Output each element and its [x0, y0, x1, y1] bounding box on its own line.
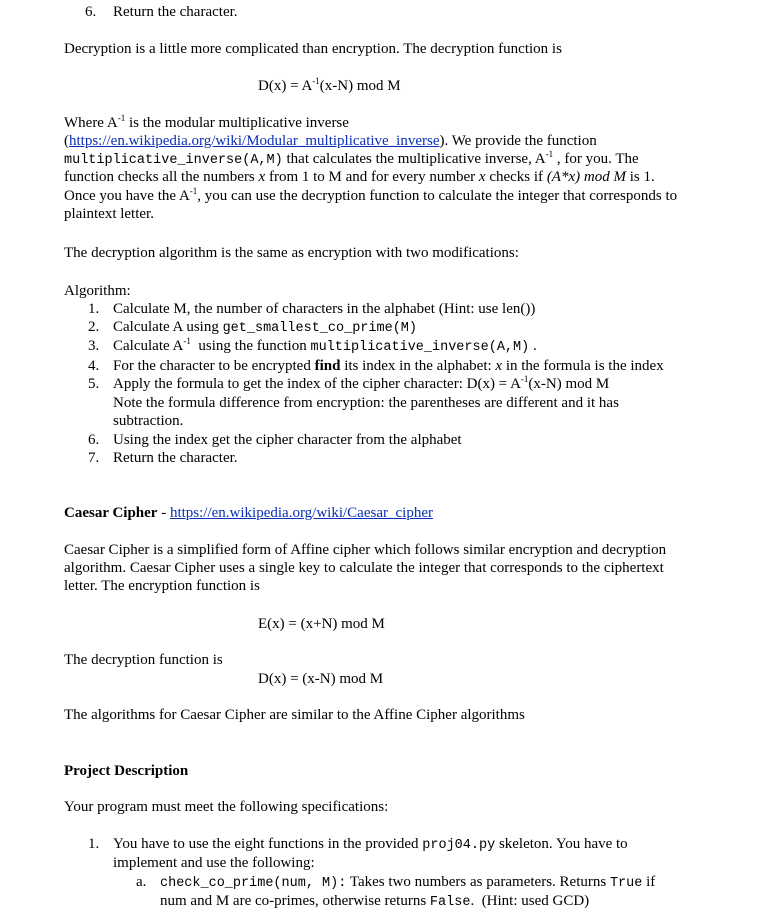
algorithm-heading: Algorithm: — [64, 283, 131, 299]
project-subitem-a-line-1: check_co_prime(num, M): Takes two numbers as parameters. Returns True if — [160, 874, 656, 891]
algo-step-6-number: 6. — [88, 432, 100, 448]
caesar-decrypt-formula: D(x) = (x-N) mod M — [258, 671, 384, 687]
caesar-para-line-3: letter. The encryption function is — [64, 578, 260, 594]
where-line-4: function checks all the numbers x from 1 to M and for every number x checks if (A*x) mod M is 1. — [64, 169, 655, 185]
caesar-heading: Caesar Cipher - https://en.wikipedia.org/wiki/Caesar_cipher — [64, 505, 433, 521]
algo-note-line-2: subtraction. — [113, 413, 184, 429]
project-heading: Project Description — [64, 763, 189, 779]
algo-step-3-text: Calculate $A^{-1}$ using the function multiplicative_inverse(A,M) . — [113, 336, 537, 355]
algo-step-4-number: 4. — [88, 358, 100, 374]
algo-step-7-text: Return the character. — [113, 450, 238, 466]
project-subitem-a-line-2: num and M are co-primes, otherwise returns False. (Hint: used GCD) — [160, 893, 590, 910]
algo-step-1-text: Calculate M, the number of characters in the alphabet (Hint: use len()) — [113, 301, 536, 317]
decrypt-formula: $D(x) = A^{-1}(x-N)$ mod M — [258, 76, 401, 94]
algo-step-2-text: Calculate A using get_smallest_co_prime(M) — [113, 319, 418, 336]
step-6-number: 6. — [85, 4, 97, 20]
where-line-5: Once you have the $A^{-1}$, you can use the decryption function to calculate the integer that corresponds to — [64, 186, 678, 204]
modular-inverse-link[interactable]: https://en.wikipedia.org/wiki/Modular_multiplicative_inverse — [69, 133, 440, 149]
algo-step-1-number: 1. — [88, 301, 100, 317]
decryption-intro: Decryption is a little more complicated than encryption. The decryption function is — [64, 41, 562, 57]
where-line-1: Where $A^{-1}$ is the modular multiplicative inverse — [64, 113, 349, 131]
algo-step-5-number: 5. — [88, 376, 100, 392]
caesar-cipher-link[interactable]: https://en.wikipedia.org/wiki/Caesar_cipher — [169, 505, 433, 521]
where-line-2: (https://en.wikipedia.org/wiki/Modular_multiplicative_inverse). We provide the function — [64, 133, 597, 149]
project-item-1-number: 1. — [88, 836, 100, 852]
caesar-encrypt-formula: E(x) = (x+N) mod M — [258, 616, 385, 632]
project-item-1-line-2: implement and use the following: — [113, 855, 315, 871]
algo-step-7-number: 7. — [88, 450, 100, 466]
algo-step-6-text: Using the index get the cipher character from the alphabet — [113, 432, 462, 448]
where-line-6: plaintext letter. — [64, 206, 154, 222]
caesar-decrypt-intro: The decryption function is — [64, 652, 223, 668]
algo-step-4-text: For the character to be encrypted find its index in the alphabet: x in the formula is the index — [113, 358, 664, 374]
algorithm-intro: The decryption algorithm is the same as encryption with two modifications: — [64, 245, 519, 261]
project-item-1-line-1: You have to use the eight functions in the provided proj04.py skeleton. You have to — [113, 836, 628, 853]
algo-step-5-text: Apply the formula to get the index of the cipher character: $D(x) = A^{-1}(x-N)$ mod M — [113, 374, 610, 392]
step-6-text: Return the character. — [113, 4, 238, 20]
algo-note-line-1: Note the formula difference from encryption: the parentheses are different and it has — [113, 395, 619, 411]
project-spec-intro: Your program must meet the following specifications: — [64, 799, 389, 815]
caesar-algorithms-note: The algorithms for Caesar Cipher are similar to the Affine Cipher algorithms — [64, 707, 525, 723]
algo-step-3-number: 3. — [88, 338, 100, 354]
project-subitem-a-label: a. — [136, 874, 147, 890]
caesar-para-line-2: algorithm. Caesar Cipher uses a single key to calculate the integer that corresponds to the ciphertext — [64, 560, 664, 576]
where-line-3: multiplicative_inverse(A,M) that calculates the multiplicative inverse, $A^{-1}$ , for you. The — [64, 149, 639, 168]
caesar-para-line-1: Caesar Cipher is a simplified form of Affine cipher which follows similar encryption and decryption — [64, 542, 667, 558]
algo-step-2-number: 2. — [88, 319, 100, 335]
